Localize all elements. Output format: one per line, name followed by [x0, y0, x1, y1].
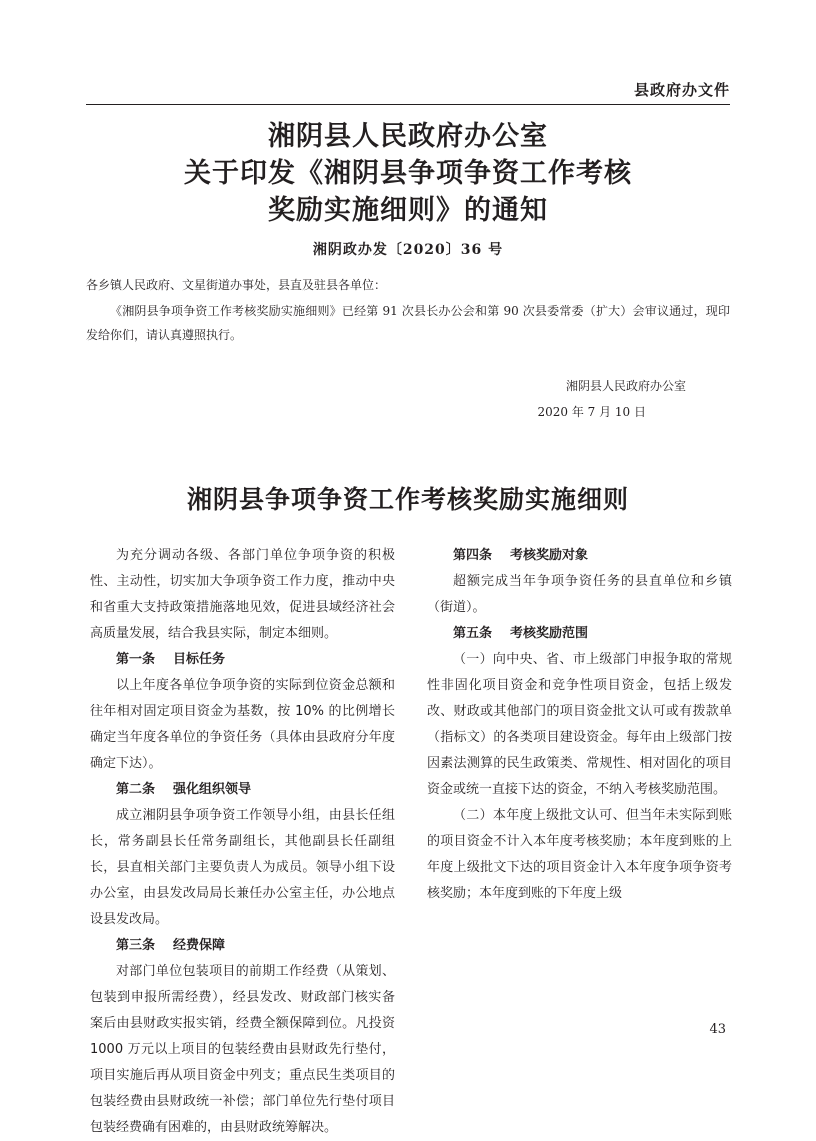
section-header: 县政府办文件 [633, 81, 730, 99]
rules-title: 湘阴县争项争资工作考核奖励实施细则 [186, 485, 629, 514]
article-1-heading: 第一条 目标任务 [116, 652, 226, 667]
article-1-text: 以上年度各单位争项争资的实际到位资金总额和往年相对固定项目资金为基数，按 10% 的比例增长确定当年度各单位的争资任务（具体由县政府分年度确定下达）。 [90, 678, 395, 771]
article-2-text: 成立湘阴县争项争资工作领导小组，由县长任组长，常务副县长任常务副组长，其他副县长任副组长，县直相关部门主要负责人为成员。领导小组下设办公室，由县发改局局长兼任办公室主任，办公地点设县发改局。 [90, 808, 395, 927]
notice-title-line: 奖励实施细则》的通知 [268, 195, 548, 226]
signature-block [537, 373, 686, 425]
notice-title-line: 关于印发《湘阴县争项争资工作考核 [184, 158, 632, 189]
right-column [427, 543, 732, 907]
issue-date: 2020 年 7 月 10 日 [537, 405, 646, 419]
article-4-text: 超额完成当年争项争资任务的县直单位和乡镇（街道）。 [427, 574, 732, 615]
intro-paragraph: 为充分调动各级、各部门单位争项争资的积极性、主动性，切实加大争项争资工作力度，推动中央和省重大支持政策措施落地见效，促进县域经济社会高质量发展，结合我县实际，制定本细则。 [90, 548, 395, 641]
article-4-heading: 第四条 考核奖励对象 [453, 548, 589, 563]
header-rule [86, 104, 730, 105]
left-column [90, 543, 395, 1135]
notice-title-line: 湘阴县人民政府办公室 [268, 121, 548, 152]
article-5-heading: 第五条 考核奖励范围 [453, 626, 589, 641]
article-5-item-2: （二）本年度上级批文认可、但当年未实际到账的项目资金不计入本年度考核奖励；本年度到账的上年度上级批文下达的项目资金计入本年度争项争资考核奖励；本年度到账的下年度上级 [427, 808, 732, 901]
article-5-item-1: （一）向中央、省、市上级部门申报争取的常规性非固化项目资金和竞争性项目资金，包括上级发改、财政或其他部门的项目资金批文认可或有拨款单（指标文）的各类项目建设资金。每年由上级部门按因素法测算的民生政策类、常规性、相对固化的项目资金或统一直接下达的资金，不纳入考核奖励范围。 [427, 652, 732, 797]
article-2-heading: 第二条 强化组织领导 [116, 782, 252, 797]
addressee: 各乡镇人民政府、文星街道办事处，县直及驻县各单位： [86, 278, 387, 292]
issuer: 湘阴县人民政府办公室 [565, 379, 686, 393]
article-3-heading: 第三条 经费保障 [116, 938, 226, 953]
document-number: 湘阴政办发〔2020〕36 号 [312, 242, 504, 258]
notice-title [0, 118, 816, 229]
article-3-text: 对部门单位包装项目的前期工作经费（从策划、包装到申报所需经费），经县发改、财政部门核实备案后由县财政实报实销，经费全额保障到位。凡投资 1000 万元以上项目的包装经费由县财政先行垫付，项目实施后再从项目资金中列支；重点民生类项目的包装经费由县财政统一补偿；部门单位先行垫付项目包装经费确有困难的，由县财政统筹解决。 [90, 964, 395, 1135]
notice-body: 《湘阴县争项争资工作考核奖励实施细则》已经第 91 次县长办公会和第 90 次县委常委（扩大）会审议通过，现印发给你们，请认真遵照执行。 [86, 304, 730, 342]
page-number: 43 [709, 1022, 726, 1037]
